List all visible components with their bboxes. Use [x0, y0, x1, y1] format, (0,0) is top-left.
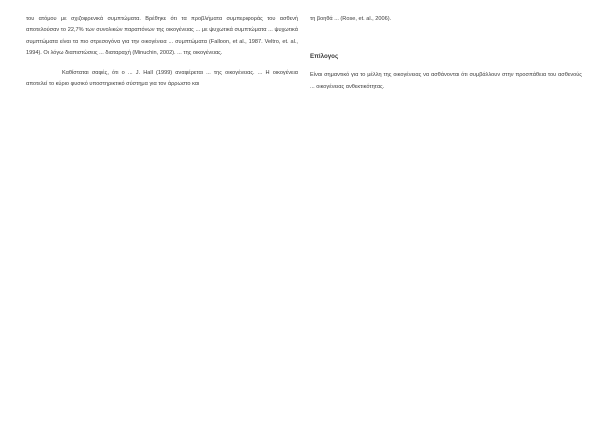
left-paragraph-1: του ατόμου με σχιζοφρενικά συμπτώματα. Βρέθηκε ότι τα προβλήματα συμπεριφοράς του ασθενή αποτελούσαν το 22,7% των συνολικών παραπόνων της οικογένειας ... με ψυχωτικά συμπτώματα ... ψυχωτικά συμπτώματα είναι τα πιο στρεσογόνα για την οικογένεια ... συμπτώματα (Falloon, et al., 1987. Veltro, et. al., 1994). Οι λόγω διαπιστώσεις ... διαταραχή (Minuchin, 2002). ... της οικογένειας.	[26, 16, 298, 57]
left-paragraph-2: Καθίσταται σαφές, ότι ο ... J. Hall (1999) αναφέρεται ... της οικογένειας. ... Η οικογένεια αποτελεί το κύριο φυσικό υποστηρικτικό σύστημα για τον άρρωστο και	[26, 69, 298, 88]
epilogue-paragraph-1: Είναι σημαντικό για το μέλλη της οικογένειας να ασθάνονται ότι συμβάλλουν στην προσπάθεια του ασθενούς ... οικογένειας ανθεκτικότητας.	[310, 72, 582, 90]
section-heading-epilogue: Επίλογος	[310, 53, 339, 61]
right-paragraph-1: τη βοηθά ... (Rose, et. al., 2006).	[310, 16, 392, 22]
right-column	[310, 14, 582, 101]
left-column	[26, 14, 298, 98]
